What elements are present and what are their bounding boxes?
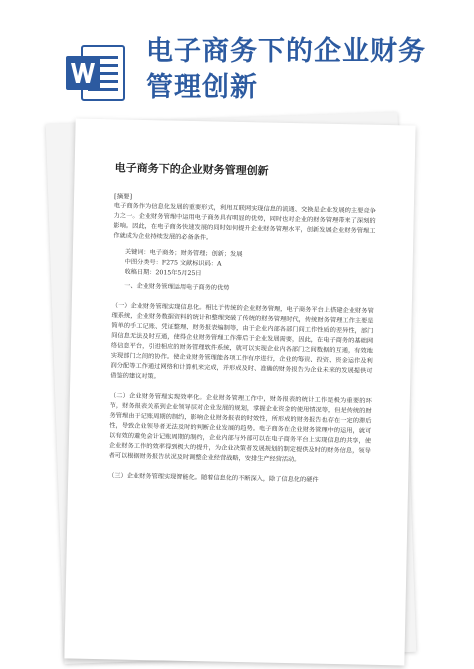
abstract-text: 电子商务作为信息化发展的重要形式，利用互联网实现信息的流通、交换是企业发展的主要竞争力之一。企业财务管理中运用电子商务具有明显的优势，同时也对企业的财务管理带来了深刻的影响。因此，在电子商务快速发展的同时如何提升企业财务管理水平，创新发展企业财务管理工作就成为企业持续发展的必备条件。: [113, 202, 376, 242]
paragraph-1: （一）企业财务管理实现信息化。相比于传统的企业财务管理，电子商务平台上搭建企业财务管理系统，企业财务数据资料的统计和整理突破了传统的财务管理时代，传统财务管理工作主要是简单的手工记账、凭证整理、财务报表编制等，由于企业内部各部门间工作性质的差异性，部门间信息无法及时互通，使得企业财务管理工作滞后于企业发展需要，因此，在电子商务的基础网络信息平台，引进相应的财务管理软件系统，就可以实现企业内各部门之间数据的互通，有效地实现部门之间的协作。使企业财务管理能各项工作有序进行，企业的筹资、投资、资金运作及利润分配等工作通过网络和计算机来完成，并形成及时、准确的财务报告为企业未来的发展提供可借鉴的建议对策。: [110, 302, 374, 381]
document-page: [64, 118, 415, 665]
paragraph-3: （三）企业财务管理实现智能化。随着信息化的不断深入，除了信息化的硬件: [108, 472, 319, 484]
paper-title: 电子商务下的企业财务管理创新: [114, 161, 269, 178]
header: [0, 0, 474, 118]
page-content: [108, 159, 377, 486]
document-title: 电子商务下的企业财务管理创新: [146, 36, 426, 103]
received-date: 收稿日期：2015年5月25日: [124, 268, 202, 278]
paper-meta: [112, 247, 375, 282]
keywords: 关键词：电子商务；财务管理；创新；发展: [124, 248, 243, 259]
paragraph-2: （二）企业财务管理实现效率化。企业财务管理工作中，财务报表的统计工作是极为重要的环节，财务报表关系到企业领导层对企业发展的规划，掌握企业资金的使用情况等，但是传统的财务管理由于记账周期的制约，影响企业财务报表的时效性，所形成的财务报告也存在一定的滞后性，导致企业领导者无法及时的判断企业发展的趋势。电子商务在企业财务管理中的运用，就可以有效的避免会计记账周期的制约，企业内部与外部可以在电子商务平台上实现信息的共享，使企业财务工作的效率得到极大的提升，为企业决策者发展规划的制定提供及时的财务信息，领导者可以根据财务报告状况及时调整企业经营战略，安排生产经营活动。: [108, 392, 372, 464]
word-document-icon: [64, 42, 126, 104]
abstract-label: [摘要]: [113, 192, 133, 201]
section-heading: 一、企业财务管理运用电子商务的优势: [124, 282, 230, 292]
classification: 中图分类号：F275 文献标识码：A: [124, 258, 222, 268]
